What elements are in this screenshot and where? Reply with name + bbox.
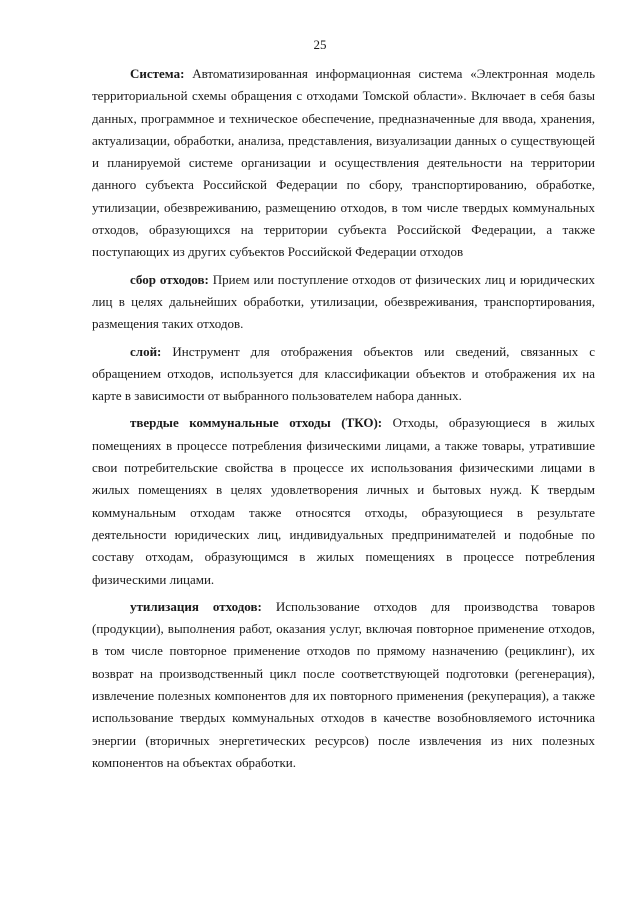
definition-term: слой: [130, 343, 162, 359]
definition-text: Использование отходов для производства товаров (продукции), выполнения работ, оказания услуг, включая повторное применение отходов, в том числе повторное применение отходов по прямому назначению (рециклинг), их возврат на производственный цикл после соответствующей подготовки (регенерация), извлечение полезных компонентов для их повторного применения (рекуперация), а также использование твердых коммунальных отходов в качестве возобновляемого источника энергии (вторичных энергетических ресурсов) после извлечения из них полезных компонентов на объектах обработки. [92, 598, 595, 770]
definition-term: сбор отходов: [130, 271, 209, 287]
definition-text: Инструмент для отображения объектов или сведений, связанных с обращением отходов, используется для классификации объектов и отображения их на карте в зависимости от выбранного пользователем набора данных. [92, 343, 595, 404]
definition-term: утилизация отходов: [130, 598, 262, 614]
page-number: 25 [313, 37, 327, 52]
definition-term: твердые коммунальные отходы (ТКО): [130, 415, 383, 431]
definition-paragraph [92, 412, 595, 590]
definition-paragraph [92, 596, 595, 774]
definition-paragraph [92, 63, 595, 264]
definition-text: Прием или поступление отходов от физических лиц и юридических лиц в целях дальнейших обработки, утилизации, обезвреживания, транспортирования, размещения таких отходов. [92, 271, 595, 332]
definition-term: Система: [130, 66, 185, 81]
definitions-body [92, 63, 595, 779]
definition-paragraph [92, 269, 595, 336]
definition-text: Автоматизированная информационная система «Электронная модель территориальной схемы обращения с отходами Томской области». Включает в себя базы данных, программное и техническое обеспечение, предназначенные для ввода, хранения, актуализации, обработки, анализа, представления, визуализации данных о существующей и планируемой системе организации и осуществления деятельности на территории данного субъекта Российской Федерации по сбору, транспортированию, обработке, утилизации, обезвреживанию, размещению отходов, в том числе твердых коммунальных отходов, образующихся на территории субъекта Российской Федерации, а также поступающих из других субъектов Российской Федерации отходов [92, 66, 595, 260]
definition-paragraph [92, 341, 595, 408]
definition-text: Отходы, образующиеся в жилых помещениях в процессе потребления физическими лицами, а также товары, утратившие свои потребительские свойства в процессе их использования физическими лицами в жилых помещениях в целях удовлетворения личных и бытовых нужд. К твердым коммунальным отходам также относятся отходы, образующиеся в результате деятельности юридических лиц, индивидуальных предпринимателей и подобные по составу отходам, образующимся в жилых помещениях в процессе потребления физическими лицами. [92, 415, 595, 587]
